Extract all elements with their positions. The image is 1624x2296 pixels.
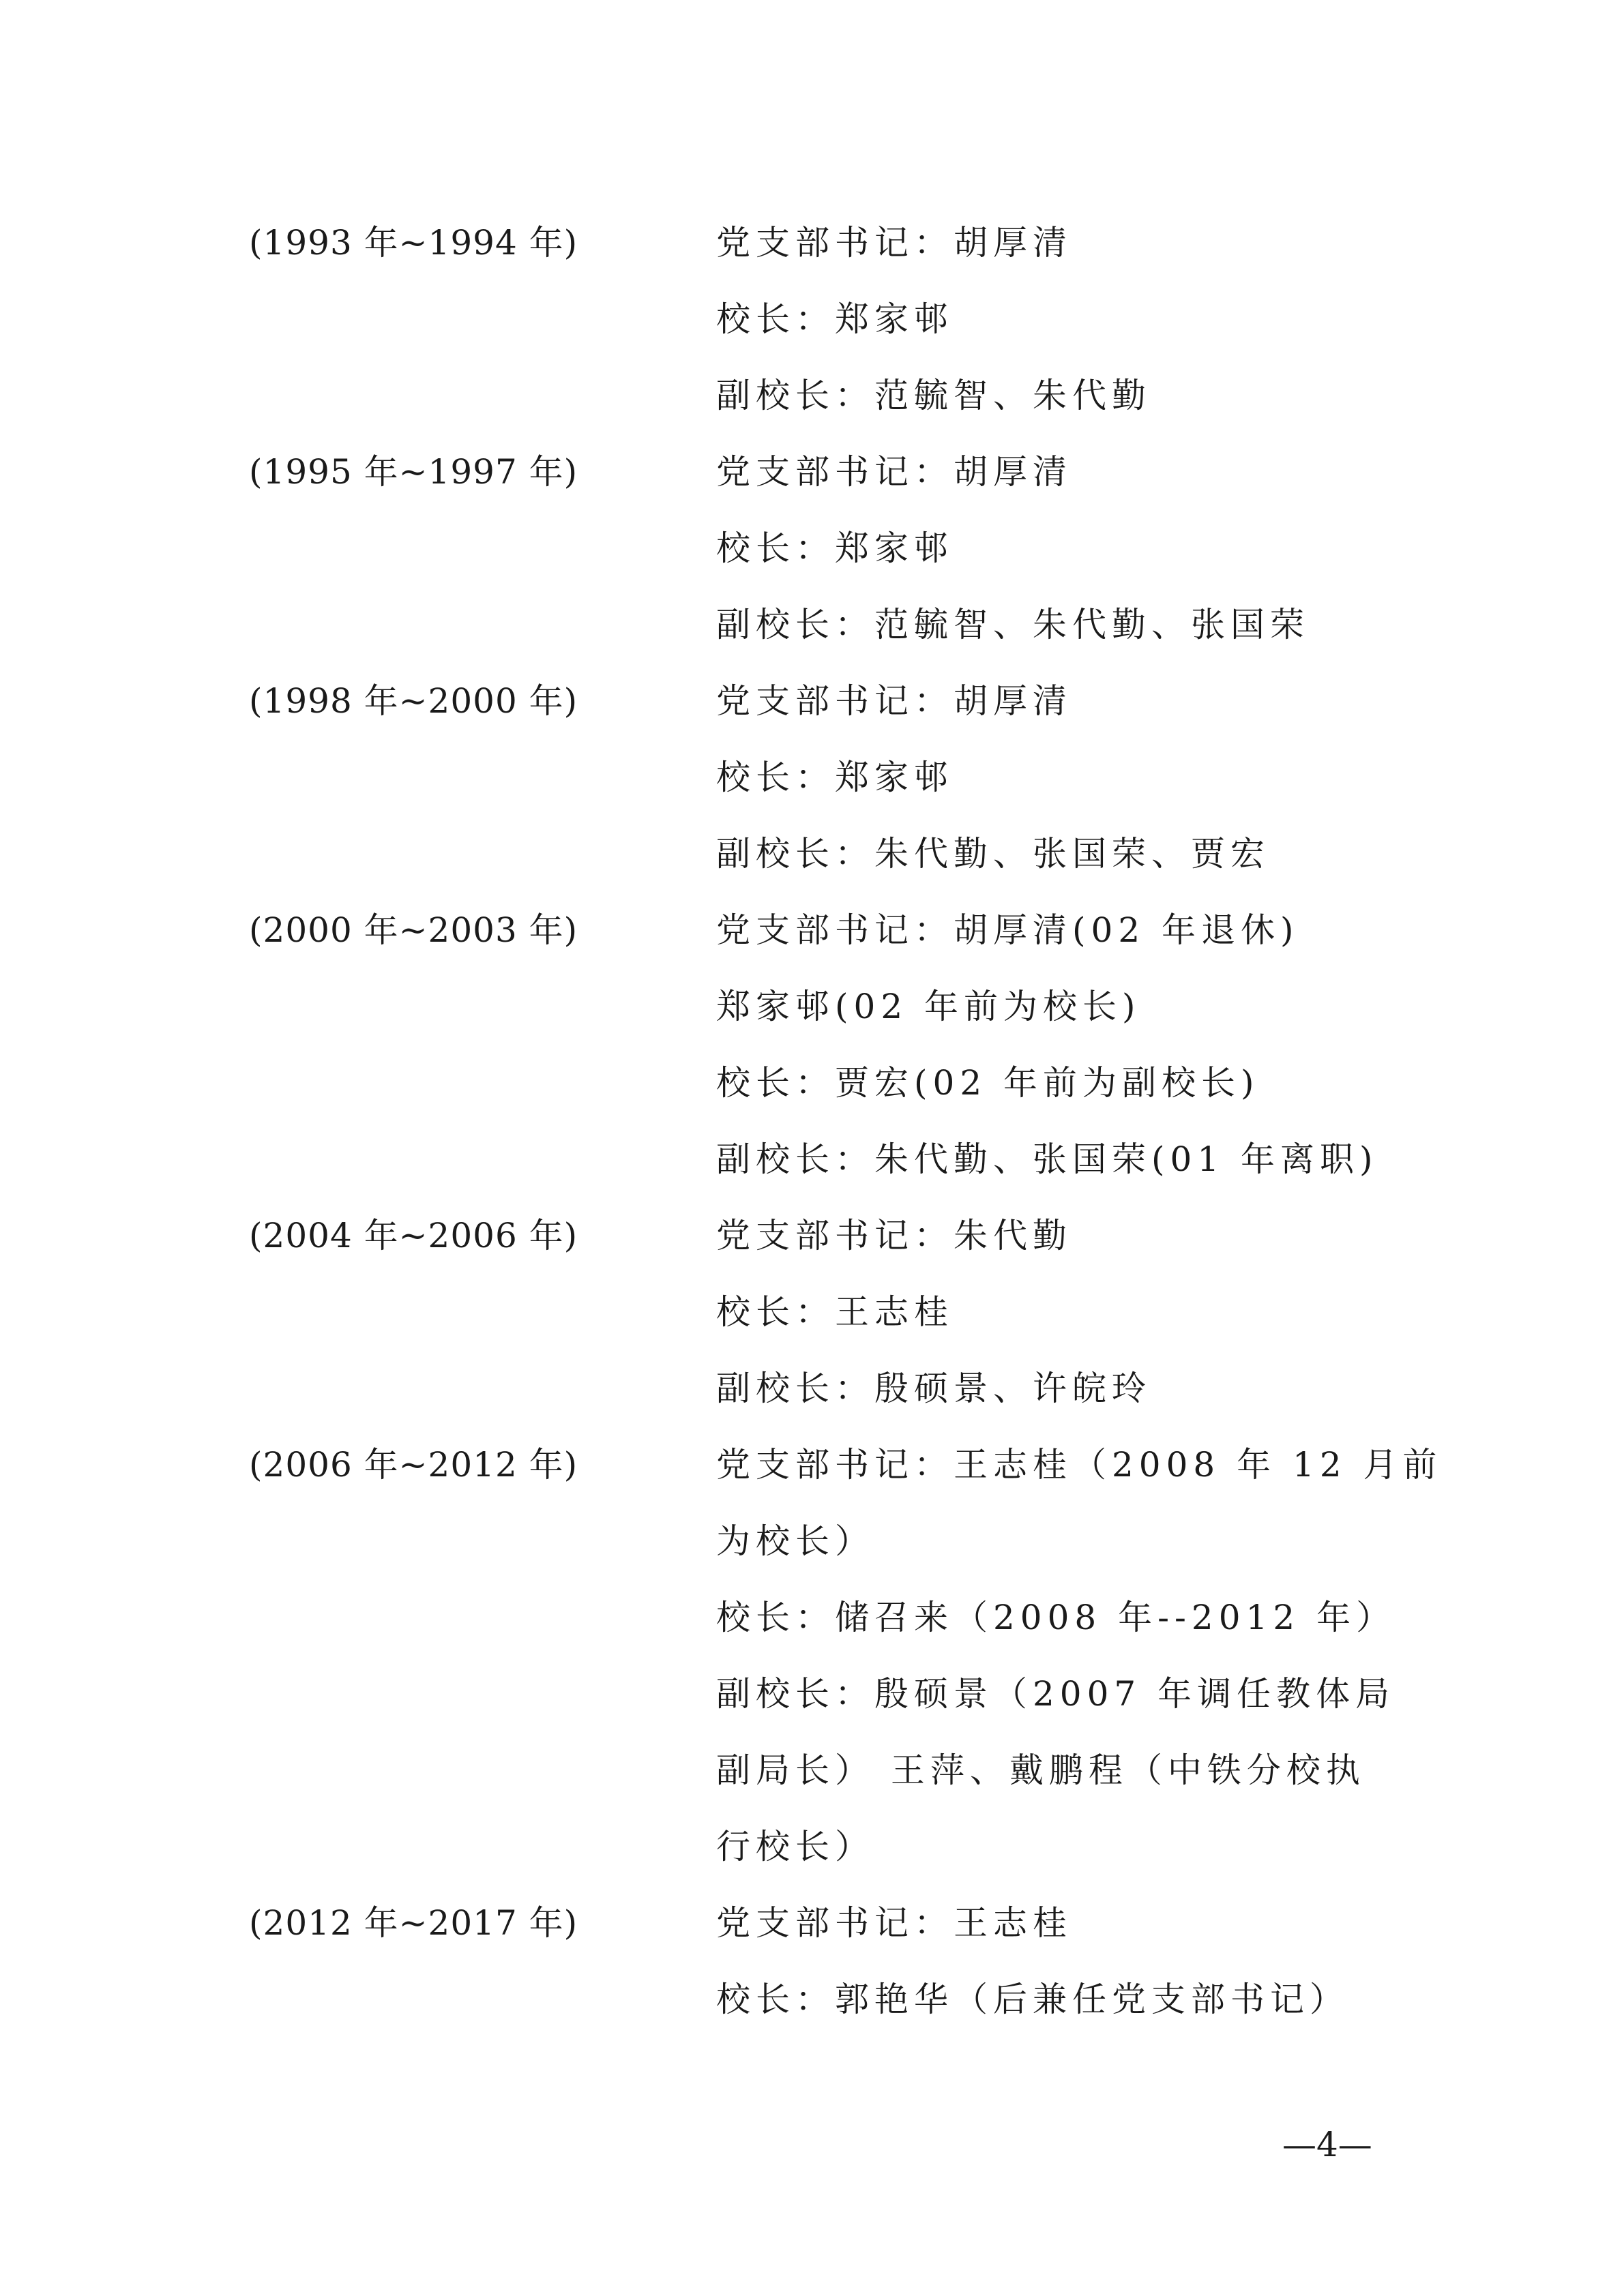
leader-line: 副校长：朱代勤、张国荣、贾宏	[716, 834, 1270, 874]
leader-line: 校长：郭艳华（后兼任党支部书记）	[716, 1980, 1349, 2019]
leader-line: 党支部书记：胡厚清	[716, 223, 1072, 263]
leader-line: 校长：郑家邨	[716, 299, 954, 339]
period-label: (2000 年~2003 年)	[249, 910, 578, 950]
leader-line: 校长：贾宏(02 年前为副校长)	[716, 1063, 1260, 1103]
leader-line: 党支部书记：王志桂（2008 年 12 月前	[716, 1445, 1443, 1485]
leader-line: 副校长：朱代勤、张国荣(01 年离职)	[716, 1139, 1378, 1179]
leader-line: 副校长：殷硕景（2007 年调任教体局	[716, 1674, 1396, 1714]
period-label: (2006 年~2012 年)	[249, 1445, 578, 1485]
page-number: —4—	[1282, 2125, 1372, 2164]
leader-line: 校长：郑家邨	[716, 528, 954, 568]
leader-line: 校长：储召来（2008 年--2012 年）	[716, 1598, 1396, 1637]
leader-line: 校长：郑家邨	[716, 758, 954, 797]
leader-line: 党支部书记：胡厚清	[716, 681, 1072, 721]
leader-line: 党支部书记：胡厚清(02 年退休)	[716, 910, 1299, 950]
period-label: (2004 年~2006 年)	[249, 1216, 578, 1255]
leader-line: 副校长：殷硕景、许皖玲	[716, 1369, 1151, 1408]
leader-line: 郑家邨(02 年前为校长)	[716, 987, 1141, 1026]
period-label: (2012 年~2017 年)	[249, 1903, 578, 1943]
leader-line: 党支部书记：朱代勤	[716, 1216, 1072, 1255]
leader-line: 为校长）	[716, 1521, 874, 1561]
leader-line: 校长：王志桂	[716, 1292, 954, 1332]
leader-line: 党支部书记：胡厚清	[716, 452, 1072, 492]
leader-line: 副校长：范毓智、朱代勤	[716, 376, 1151, 415]
leader-line: 党支部书记：王志桂	[716, 1903, 1072, 1943]
period-label: (1998 年~2000 年)	[249, 681, 578, 721]
leader-line: 副局长） 王萍、戴鹏程（中铁分校执	[716, 1750, 1365, 1790]
leader-line: 副校长：范毓智、朱代勤、张国荣	[716, 605, 1310, 644]
leader-line: 行校长）	[716, 1827, 874, 1866]
period-label: (1993 年~1994 年)	[249, 223, 578, 263]
period-label: (1995 年~1997 年)	[249, 452, 578, 492]
